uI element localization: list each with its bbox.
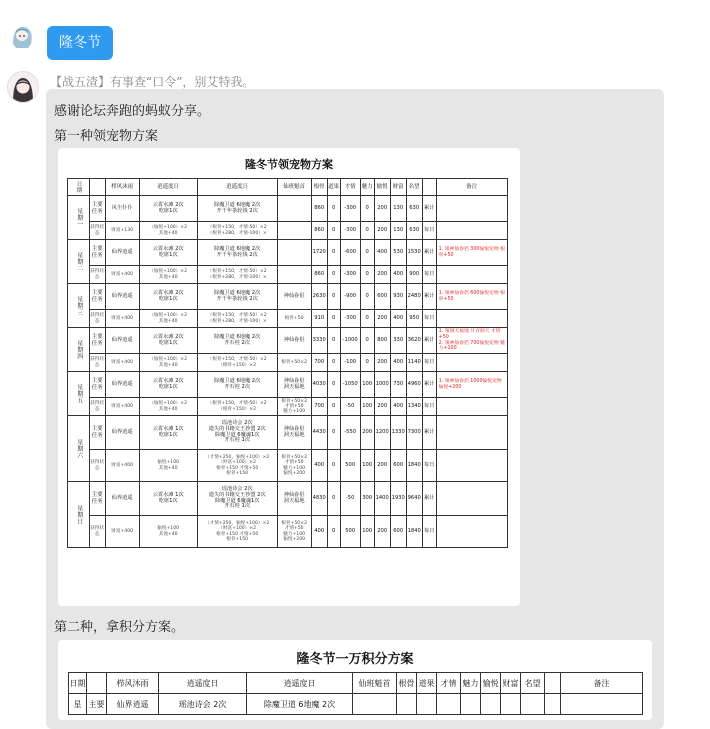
task-cell: 财富+400 xyxy=(105,310,139,328)
value-cell: 0 xyxy=(327,196,340,222)
task-cell: （根骨+150，才情-50）×2 （根骨+280，才情-100）× xyxy=(197,266,277,284)
header-cell: 愉悦 xyxy=(374,179,390,196)
sum-cell: 每日 xyxy=(422,222,436,240)
value-cell: -50 xyxy=(340,482,360,516)
message-line-plan2: 第二种，拿积分方案。 xyxy=(54,620,185,635)
task-cell: 风尘仆仆 xyxy=(105,196,139,222)
value-cell: 0 xyxy=(327,328,340,354)
value-cell: 200 xyxy=(374,310,390,328)
value-cell: -300 xyxy=(340,310,360,328)
task-cell: 除魔卫道 6地魔 2次 开千年茶轮钱 2次 xyxy=(197,196,277,222)
task-cell xyxy=(277,196,311,222)
value-cell: 500 xyxy=(340,450,360,482)
sum-cell: 累计 xyxy=(422,416,436,450)
header-cell: 名望 xyxy=(406,179,422,196)
value-cell: 200 xyxy=(374,222,390,240)
table-row xyxy=(68,240,508,266)
value-cell: 1330 xyxy=(390,416,406,450)
value-cell xyxy=(353,694,397,715)
value-cell: -50 xyxy=(340,398,360,416)
value-cell: 200 xyxy=(374,196,390,222)
value-cell: 400 xyxy=(390,310,406,328)
value-cell: 700 xyxy=(311,398,327,416)
value-cell: 0 xyxy=(360,240,374,266)
header-cell: 名望 xyxy=(521,673,545,694)
task-cell: 仙界逍遥 xyxy=(105,328,139,354)
value-cell: 4960 xyxy=(406,372,422,398)
task-cell: 主要 xyxy=(87,694,107,715)
sum-cell: 每日 xyxy=(422,310,436,328)
value-cell: 200 xyxy=(374,450,390,482)
note-cell: 1. 领洞天福地 月宫洞天 才情+50 2. 领神仙眷侣 700愉悦宠物 魅力+100 xyxy=(436,328,507,354)
value-cell: 1530 xyxy=(406,240,422,266)
value-cell: 4830 xyxy=(311,482,327,516)
row-type-cell: 主要任务 xyxy=(89,482,105,516)
row-type-cell: 获得状态 xyxy=(89,516,105,548)
value-cell: 200 xyxy=(360,416,374,450)
value-cell: -300 xyxy=(340,196,360,222)
task-cell: 除魔卫道 6地魔 2次 开石桂 2次 xyxy=(197,372,277,398)
value-cell: 400 xyxy=(311,516,327,548)
value-cell: 0 xyxy=(327,354,340,372)
my-message-bubble[interactable]: 隆冬节 xyxy=(47,26,113,60)
header-cell: 逍遥度日 xyxy=(247,673,353,694)
task-cell: 财富+130 xyxy=(105,222,139,240)
task-cell: 除魔卫道 6地魔 2次 开石桂 2次 xyxy=(197,328,277,354)
header-cell: 才情 xyxy=(437,673,461,694)
value-cell: 1200 xyxy=(374,416,390,450)
value-cell: 200 xyxy=(374,516,390,548)
header-cell: 才情 xyxy=(340,179,360,196)
sum-cell: 每日 xyxy=(422,450,436,482)
task-cell: 财富+400 xyxy=(105,450,139,482)
value-cell: 0 xyxy=(327,450,340,482)
value-cell: 1840 xyxy=(406,450,422,482)
row-type-cell: 获得状态 xyxy=(89,354,105,372)
value-cell: 0 xyxy=(360,196,374,222)
task-cell: 除魔卫道 6地魔 2次 开千年茶轮钱 2次 xyxy=(197,284,277,310)
value-cell: 930 xyxy=(390,284,406,310)
row-type-cell: 获得状态 xyxy=(89,310,105,328)
value-cell: 600 xyxy=(374,284,390,310)
table-row xyxy=(68,516,508,548)
value-cell: 0 xyxy=(360,284,374,310)
task-cell: （愉悦+100）×2 其他+40 xyxy=(139,398,197,416)
value-cell: -300 xyxy=(340,222,360,240)
anime-character-icon xyxy=(7,22,37,52)
row-type-cell: 主要任务 xyxy=(89,240,105,266)
my-avatar[interactable] xyxy=(7,22,37,52)
value-cell: 130 xyxy=(390,196,406,222)
note-cell xyxy=(436,310,507,328)
value-cell: 0 xyxy=(360,222,374,240)
value-cell: 0 xyxy=(327,310,340,328)
value-cell: 400 xyxy=(374,240,390,266)
note-cell xyxy=(436,450,507,482)
task-cell: （根骨+150，才情-50）×2 （根骨+150）×2 xyxy=(197,354,277,372)
task-cell: （愉悦+100）×2 其他+40 xyxy=(139,354,197,372)
task-cell: 云霄水滩 2次 吃席1次 xyxy=(139,240,197,266)
value-cell xyxy=(397,694,417,715)
task-cell: 神仙眷侣 xyxy=(277,284,311,310)
plan-image-1[interactable] xyxy=(58,148,520,606)
day-cell: 星期四 xyxy=(68,328,90,372)
value-cell: 950 xyxy=(406,310,422,328)
header-cell: 财富 xyxy=(390,179,406,196)
task-cell: 瑶池诗会 2次 xyxy=(159,694,247,715)
value-cell: 0 xyxy=(327,416,340,450)
girl-avatar-icon xyxy=(8,72,38,102)
header-cell: 道果 xyxy=(417,673,437,694)
task-cell: 云霄水滩 1次 吃席1次 xyxy=(139,416,197,450)
value-cell: 1930 xyxy=(390,482,406,516)
table-row xyxy=(68,284,508,310)
task-cell: 除魔卫道 6地魔 2次 开千年茶轮钱 2次 xyxy=(197,240,277,266)
value-cell: 910 xyxy=(311,310,327,328)
task-cell: 瑶池诗会 2次 遗失的书籍交王抄盟 2次 除魔卫道 6魔魂1次 开石桂 1次 xyxy=(197,482,277,516)
header-cell: 日期 xyxy=(68,179,90,196)
row-type-cell: 获得状态 xyxy=(89,398,105,416)
task-cell: 财富+400 xyxy=(105,516,139,548)
task-cell: 愉悦+100 其他+40 xyxy=(139,450,197,482)
plan-title: 隆冬节领宠物方案 xyxy=(245,158,333,171)
message-line-plan1: 第一种领宠物方案 xyxy=(54,129,159,144)
value-cell: 0 xyxy=(327,222,340,240)
task-cell: （才情+250，愉悦+100）×2 （财富+100）×2 根骨+150 才情+50 根骨+150 xyxy=(197,450,277,482)
value-cell: 100 xyxy=(360,372,374,398)
header-cell: 逍遥度日 xyxy=(159,673,247,694)
table-row xyxy=(68,222,508,240)
task-cell: 神仙眷侣 洞天福地 xyxy=(277,482,311,516)
value-cell: 2480 xyxy=(406,284,422,310)
task-cell: 根骨+50×2 才情+50 魅力+100 愉悦+200 xyxy=(277,450,311,482)
table-row xyxy=(68,372,508,398)
task-cell: 财富+400 xyxy=(105,354,139,372)
value-cell: 7300 xyxy=(406,416,422,450)
value-cell: -900 xyxy=(340,284,360,310)
task-cell: 云霄水滩 2次 吃席1次 xyxy=(139,328,197,354)
task-cell xyxy=(277,222,311,240)
value-cell: -300 xyxy=(340,266,360,284)
task-cell: 根骨+50×2 才情+50 魅力+100 愉悦+200 xyxy=(277,516,311,548)
value-cell: 100 xyxy=(360,516,374,548)
day-cell: 星期三 xyxy=(68,284,90,328)
value-cell: 300 xyxy=(360,482,374,516)
value-cell: -1000 xyxy=(340,328,360,354)
value-cell: 630 xyxy=(406,196,422,222)
value-cell xyxy=(417,694,437,715)
task-cell: （根骨+150，才情-50）×2 （根骨+280，才情-100）× xyxy=(197,310,277,328)
header-cell: 逍遥度日 xyxy=(139,179,197,196)
task-cell: 神仙眷侣 洞天福地 xyxy=(277,372,311,398)
day-cell: 星期六 xyxy=(68,416,90,482)
row-type-cell: 主要任务 xyxy=(89,196,105,222)
value-cell xyxy=(481,694,501,715)
value-cell: 0 xyxy=(327,398,340,416)
header-cell: 愉悦 xyxy=(481,673,501,694)
value-cell: 0 xyxy=(327,372,340,398)
value-cell: 200 xyxy=(374,266,390,284)
value-cell: 0 xyxy=(327,266,340,284)
plan2-table xyxy=(68,672,643,715)
note-cell xyxy=(436,266,507,284)
table-row xyxy=(68,354,508,372)
task-cell: 神仙眷侣 xyxy=(277,328,311,354)
header-cell: 根骨 xyxy=(311,179,327,196)
task-cell: 云霄水滩 2次 吃席1次 xyxy=(139,284,197,310)
value-cell xyxy=(545,694,561,715)
sum-cell: 每日 xyxy=(422,516,436,548)
value-cell: 330 xyxy=(390,328,406,354)
header-cell: 道果 xyxy=(327,179,340,196)
task-cell xyxy=(277,240,311,266)
sum-cell: 每日 xyxy=(422,398,436,416)
value-cell xyxy=(561,694,643,715)
header-cell: 仙班魁首 xyxy=(353,673,397,694)
header-cell xyxy=(422,179,436,196)
sender-avatar[interactable] xyxy=(7,71,39,103)
message-line-thanks: 感谢论坛奔跑的蚂蚁分享。 xyxy=(54,104,211,119)
note-cell: 1. 领神仙眷侣 600愉悦宠物 根骨+50 xyxy=(436,284,507,310)
note-cell xyxy=(436,196,507,222)
value-cell: 2630 xyxy=(311,284,327,310)
value-cell: 0 xyxy=(327,240,340,266)
value-cell: 630 xyxy=(406,222,422,240)
value-cell: 600 xyxy=(390,450,406,482)
table-row xyxy=(68,416,508,450)
header-cell: 仙班魁首 xyxy=(277,179,311,196)
value-cell: -600 xyxy=(340,240,360,266)
task-cell: 神仙眷侣 洞天福地 xyxy=(277,416,311,450)
header-cell: 备注 xyxy=(561,673,643,694)
value-cell xyxy=(461,694,481,715)
value-cell: 1340 xyxy=(406,398,422,416)
value-cell: 860 xyxy=(311,196,327,222)
task-cell: （愉悦+100）×2 其他+40 xyxy=(139,310,197,328)
value-cell: -550 xyxy=(340,416,360,450)
value-cell: 730 xyxy=(390,372,406,398)
table-row xyxy=(68,398,508,416)
note-cell: 1. 领神仙眷侣 1000愉悦宠物 愉悦+200 xyxy=(436,372,507,398)
task-cell: 财富+400 xyxy=(105,398,139,416)
value-cell: 100 xyxy=(360,450,374,482)
value-cell: 1840 xyxy=(406,516,422,548)
header-cell: 魅力 xyxy=(360,179,374,196)
sum-cell: 累计 xyxy=(422,196,436,222)
header-cell xyxy=(87,673,107,694)
table-row xyxy=(68,196,508,222)
table-row xyxy=(68,266,508,284)
task-cell: 除魔卫道 6地魔 2次 xyxy=(247,694,353,715)
value-cell: 800 xyxy=(374,328,390,354)
row-type-cell: 获得状态 xyxy=(89,450,105,482)
value-cell: 0 xyxy=(360,328,374,354)
value-cell: 0 xyxy=(360,266,374,284)
table-row xyxy=(68,328,508,354)
task-cell: 云霄水滩 2次 吃席1次 xyxy=(139,372,197,398)
task-cell: 仙界逍遥 xyxy=(105,482,139,516)
value-cell: 500 xyxy=(340,516,360,548)
note-cell xyxy=(436,482,507,516)
task-cell xyxy=(277,266,311,284)
row-type-cell: 获得状态 xyxy=(89,266,105,284)
sum-cell: 累计 xyxy=(422,240,436,266)
header-cell xyxy=(545,673,561,694)
table-row xyxy=(68,310,508,328)
value-cell: 0 xyxy=(327,482,340,516)
header-cell: 魅力 xyxy=(461,673,481,694)
note-cell xyxy=(436,398,507,416)
header-cell: 备注 xyxy=(436,179,507,196)
task-cell: （愉悦+100）×2 其他+40 xyxy=(139,222,197,240)
task-cell: 星 xyxy=(69,694,87,715)
sender-name: 【战五渣】有事查“口令”，别艾特我。 xyxy=(50,75,255,89)
day-cell: 星期五 xyxy=(68,372,90,416)
task-cell: 瑶池诗会 2次 遗失的书籍交王抄盟 2次 除魔卫道 6魔魂1次 开石桂 1次 xyxy=(197,416,277,450)
sum-cell: 累计 xyxy=(422,284,436,310)
row-type-cell: 主要任务 xyxy=(89,416,105,450)
note-cell xyxy=(436,416,507,450)
row-type-cell: 主要任务 xyxy=(89,372,105,398)
value-cell: 200 xyxy=(374,354,390,372)
sum-cell: 累计 xyxy=(422,372,436,398)
row-type-cell: 主要任务 xyxy=(89,328,105,354)
header-cell: 根骨 xyxy=(397,673,417,694)
value-cell: -100 xyxy=(340,354,360,372)
task-cell: （根骨+150，才情-50）×2 （根骨+150）×2 xyxy=(197,398,277,416)
task-cell: 仙界逍遥 xyxy=(105,372,139,398)
task-cell: 云霄水滩 1次 吃席1次 xyxy=(139,482,197,516)
value-cell: 860 xyxy=(311,266,327,284)
note-cell xyxy=(436,222,507,240)
value-cell: 130 xyxy=(390,222,406,240)
header-cell: 财富 xyxy=(501,673,521,694)
task-cell: 根骨+50×2 xyxy=(277,354,311,372)
value-cell: 1720 xyxy=(311,240,327,266)
header-cell: 栉风沐雨 xyxy=(107,673,159,694)
value-cell: 0 xyxy=(327,516,340,548)
note-cell: 1. 领神仙眷侣 300愉悦宠物 根骨+50 xyxy=(436,240,507,266)
value-cell: 1140 xyxy=(406,354,422,372)
value-cell: 4030 xyxy=(311,372,327,398)
task-cell: 根骨+50×2 才情+50 魅力+100 xyxy=(277,398,311,416)
value-cell: 0 xyxy=(360,310,374,328)
value-cell: -1050 xyxy=(340,372,360,398)
value-cell: 600 xyxy=(390,516,406,548)
value-cell: 4430 xyxy=(311,416,327,450)
task-cell: 根骨+50 xyxy=(277,310,311,328)
task-cell: 仙界逍遥 xyxy=(107,694,159,715)
value-cell: 100 xyxy=(360,398,374,416)
value-cell: 700 xyxy=(311,354,327,372)
table-row xyxy=(69,694,643,715)
task-cell: 仙界逍遥 xyxy=(105,240,139,266)
task-cell: 财富+400 xyxy=(105,266,139,284)
value-cell: 860 xyxy=(311,222,327,240)
day-cell: 星期二 xyxy=(68,240,90,284)
header-cell: 日期 xyxy=(69,673,87,694)
task-cell: 仙界逍遥 xyxy=(105,416,139,450)
task-cell: 愉悦+100 其他+40 xyxy=(139,516,197,548)
note-cell xyxy=(436,354,507,372)
sum-cell: 每日 xyxy=(422,354,436,372)
value-cell: 400 xyxy=(390,398,406,416)
sum-cell: 每日 xyxy=(422,266,436,284)
task-cell: （根骨+150，才情-50）×2 （根骨+280，才情-100）× xyxy=(197,222,277,240)
value-cell: 0 xyxy=(360,354,374,372)
header-cell: 栉风沐雨 xyxy=(105,179,139,196)
value-cell xyxy=(437,694,461,715)
value-cell xyxy=(521,694,545,715)
task-cell: 云霄水滩 2次 吃席1次 xyxy=(139,196,197,222)
task-cell: （愉悦+100）×2 其他+40 xyxy=(139,266,197,284)
value-cell: 530 xyxy=(390,240,406,266)
note-cell xyxy=(436,516,507,548)
table-row xyxy=(68,482,508,516)
sum-cell: 累计 xyxy=(422,328,436,354)
value-cell: 3620 xyxy=(406,328,422,354)
sum-cell: 累计 xyxy=(422,482,436,516)
task-cell: 仙界逍遥 xyxy=(105,284,139,310)
table-row xyxy=(68,450,508,482)
value-cell: 9640 xyxy=(406,482,422,516)
value-cell: 900 xyxy=(406,266,422,284)
value-cell: 200 xyxy=(374,398,390,416)
task-cell: （才情+250，愉悦+100）×2 （财富+100）×2 根骨+150 才情+50 根骨+150 xyxy=(197,516,277,548)
value-cell: 1000 xyxy=(374,372,390,398)
header-cell xyxy=(89,179,105,196)
header-cell: 逍遥度日 xyxy=(197,179,277,196)
value-cell: 1400 xyxy=(374,482,390,516)
value-cell xyxy=(501,694,521,715)
plan2-title: 隆冬节一万积分方案 xyxy=(296,652,414,667)
row-type-cell: 获得状态 xyxy=(89,222,105,240)
value-cell: 400 xyxy=(390,266,406,284)
plan-table xyxy=(67,178,508,548)
day-cell: 星期一 xyxy=(68,196,90,240)
day-cell: 星期日 xyxy=(68,482,90,548)
value-cell: 0 xyxy=(327,284,340,310)
value-cell: 400 xyxy=(390,354,406,372)
row-type-cell: 主要任务 xyxy=(89,284,105,310)
plan-image-2[interactable] xyxy=(58,640,652,720)
value-cell: 3330 xyxy=(311,328,327,354)
value-cell: 400 xyxy=(311,450,327,482)
